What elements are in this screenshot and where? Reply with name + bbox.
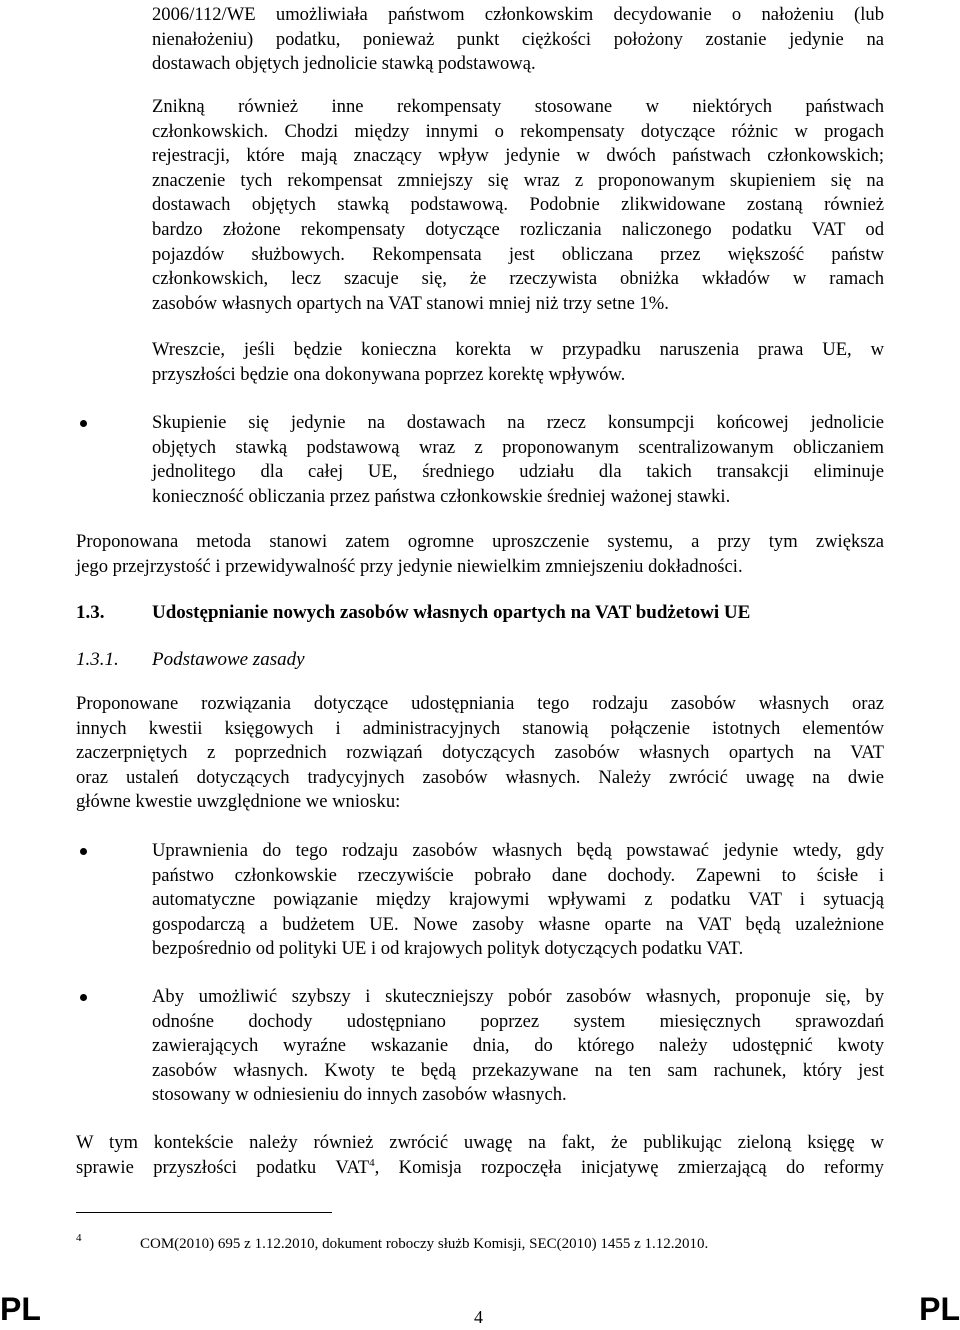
text-line: objętych stawką podstawową wraz z proponowanym scentralizowanym obliczaniem: [152, 436, 884, 458]
footer-language-left: PL: [0, 1291, 41, 1327]
text-line: stosowany w odniesieniu do innych zasobów własnych.: [152, 1084, 567, 1106]
text-line: dostawach objętych stawką podstawową. Podobnie zlikwidowane zostaną również: [152, 194, 884, 216]
text-line: dostawach objętych jednolicie stawką podstawową.: [152, 53, 536, 75]
text-line: gospodarczą a budżetem UE. Nowe zasoby własne oparte na VAT będą uzależnione: [152, 913, 884, 935]
text-line: innych kwestii księgowych i administracyjnych stanowią połączenie istotnych elementów: [76, 717, 884, 739]
paragraph-5: [76, 692, 884, 815]
text-segment: sprawie przyszłości podatku VAT: [76, 1156, 370, 1178]
text-line: 2006/112/WE umożliwiała państwom członkowskim decydowanie o nałożeniu (lub: [152, 4, 884, 25]
bullet-item-3: [152, 985, 884, 1108]
text-line: zawierających wyraźne wskazanie dnia, do którego należy udostępnić kwoty: [152, 1035, 884, 1057]
bullet-item-1: [152, 411, 884, 509]
footnote-reference[interactable]: 4: [369, 1156, 375, 1169]
subsection-heading: [76, 648, 884, 672]
bullet-dot: [80, 994, 87, 1001]
text-line: zaczerpniętych z poprzednich rozwiązań dotyczących zasobów własnych opartych na VAT: [76, 742, 884, 764]
text-line: państwo członkowskie rzeczywiście pobrało dane dochody. Zapewni to ścisłe i: [152, 864, 884, 886]
text-line: W tym kontekście należy również zwrócić uwagę na fakt, że publikując zieloną księgę w: [76, 1132, 884, 1153]
text-line: główne kwestie uwzględnione we wniosku:: [76, 791, 401, 813]
text-line: odnośne dochody udostępniano poprzez system miesięcznych sprawozdań: [152, 1010, 884, 1032]
text-line: znaczenie tych rekompensat zmniejszy się wraz z proponowanym skupieniem się na: [152, 169, 884, 191]
text-segment: , Komisja rozpoczęła inicjatywę zmierzającą do reformy: [374, 1156, 884, 1178]
text-line: automatyczne powiązanie między krajowymi wpływami z podatku VAT i sytuacją: [152, 889, 884, 911]
subsection-number: 1.3.1.: [76, 649, 119, 670]
section-heading: [76, 601, 884, 625]
text-line: Aby umożliwić szybszy i skuteczniejszy pobór zasobów własnych, proponuje się, by: [152, 986, 884, 1007]
paragraph-6: [76, 1131, 884, 1180]
page-number: 4: [474, 1307, 483, 1327]
paragraph-4: [76, 530, 884, 579]
bullet-dot: [80, 420, 87, 427]
footnote-marker: 4: [76, 1232, 82, 1244]
footnote-divider: [76, 1212, 332, 1213]
text-line: bardzo złożone rekompensaty dotyczące rozliczania naliczonego podatku VAT od: [152, 218, 884, 240]
text-line: rejestracji, które mają znaczący wpływ jedynie w dwóch państwach członkowskich;: [152, 145, 884, 167]
text-line: jednolitego dla całej UE, średniego udziału dla takich transakcji eliminuje: [152, 461, 884, 483]
text-line: zasobów własnych. Kwoty te będą przekazywane na ten sam rachunek, który jest: [152, 1059, 884, 1081]
footer-language-right: PL: [919, 1291, 960, 1327]
text-line: zasobów własnych opartych na VAT stanowi mniej niż trzy setne 1%.: [152, 292, 669, 314]
text-line: Proponowana metoda stanowi zatem ogromne uproszczenie systemu, a przy tym zwiększa: [76, 531, 884, 552]
footnote-text: COM(2010) 695 z 1.12.2010, dokument roboczy służb Komisji, SEC(2010) 1455 z 1.12.2010.: [140, 1236, 709, 1252]
text-line: pojazdów służbowych. Rekompensata jest obliczana przez większość państw: [152, 243, 884, 265]
bullet-dot: [80, 848, 87, 855]
text-line: Znikną również inne rekompensaty stosowane w niektórych państwach: [152, 96, 884, 117]
text-line: [76, 1156, 884, 1181]
text-line: nienałożeniu) podatku, ponieważ punkt ciężkości położony zostanie jedynie na: [152, 28, 884, 50]
text-line: oraz ustaleń dotyczących tradycyjnych zasobów własnych. Należy zwrócić uwagę na dwie: [76, 766, 884, 788]
text-line: bezpośrednio od polityki UE i od krajowych polityk dotyczących podatku VAT.: [152, 938, 744, 960]
paragraph-1: [152, 3, 884, 77]
section-number: 1.3.: [76, 602, 105, 623]
bullet-item-2: [152, 839, 884, 962]
subsection-title: Podstawowe zasady: [152, 649, 305, 670]
text-line: członkowskich, lecz szacuje się, że rzeczywista obniżka wkładów w ramach: [152, 268, 884, 290]
paragraph-3: [152, 338, 884, 387]
text-line: jego przejrzystość i przewidywalność przy jedynie niewielkim zmniejszeniu dokładności.: [76, 555, 743, 577]
section-title: Udostępnianie nowych zasobów własnych opartych na VAT budżetowi UE: [152, 602, 751, 623]
text-line: Skupienie się jedynie na dostawach na rzecz konsumpcji końcowej jednolicie: [152, 412, 884, 433]
paragraph-2: [152, 95, 884, 316]
text-line: członkowskich. Chodzi między innymi o rekompensaty dotyczące różnic w progach: [152, 120, 884, 142]
text-line: Uprawnienia do tego rodzaju zasobów własnych będą powstawać jedynie wtedy, gdy: [152, 840, 884, 861]
text-line: Proponowane rozwiązania dotyczące udostępniania tego rodzaju zasobów własnych oraz: [76, 693, 884, 714]
text-line: konieczność obliczania przez państwa członkowskie średniej ważonej stawki.: [152, 485, 731, 507]
text-line: Wreszcie, jeśli będzie konieczna korekta w przypadku naruszenia prawa UE, w: [152, 339, 884, 360]
text-line: przyszłości będzie ona dokonywana poprzez korektę wpływów.: [152, 363, 626, 385]
